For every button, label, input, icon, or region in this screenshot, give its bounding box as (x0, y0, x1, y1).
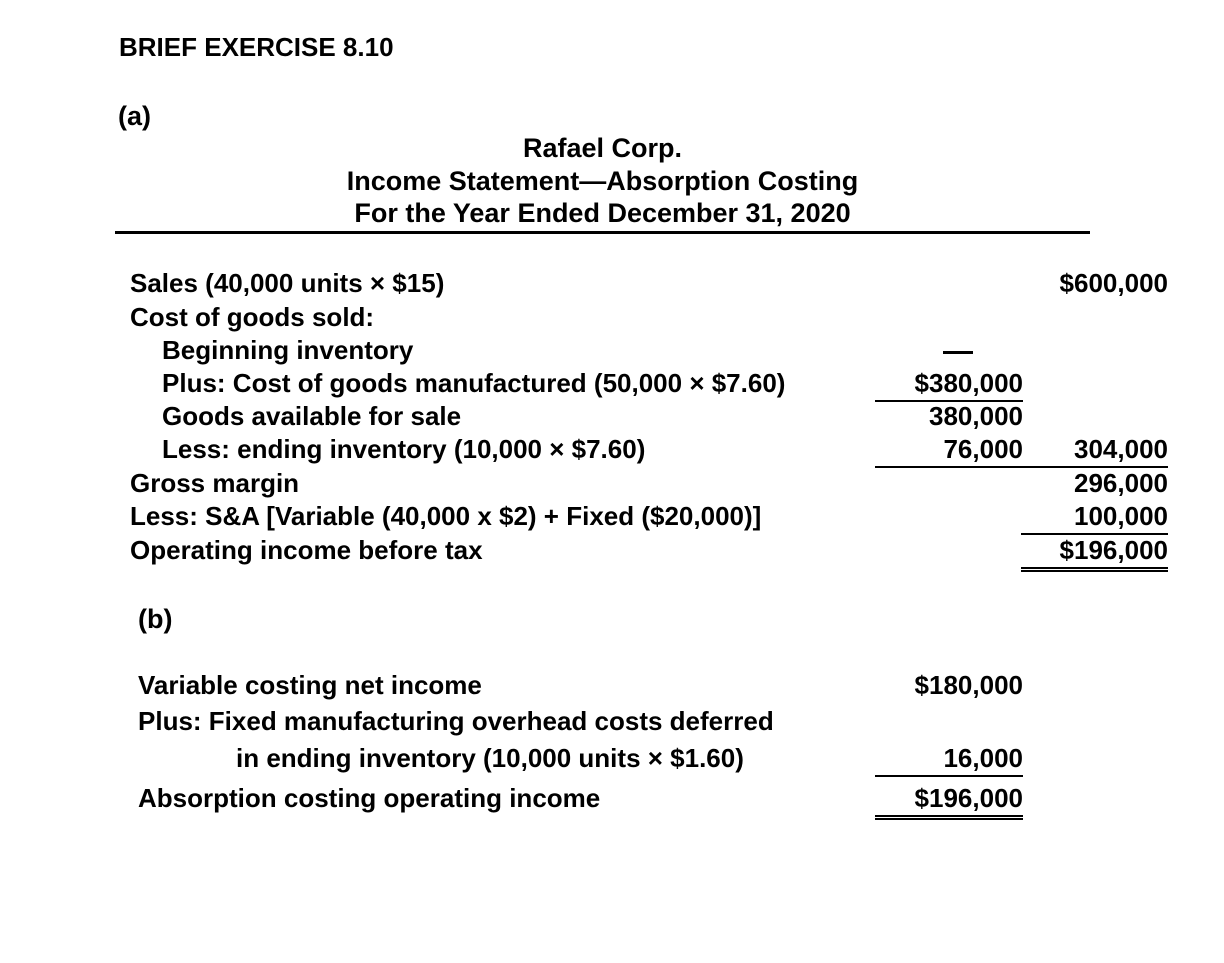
line-goods-available-label: Goods available for sale (162, 401, 462, 431)
part-a-label: (a) (118, 101, 151, 131)
b-ending-inventory-label: in ending inventory (10,000 units × $1.60) (236, 743, 744, 773)
line-gross-margin-label: Gross margin (130, 468, 300, 498)
line-cogs-label: Cost of goods sold: (130, 302, 375, 332)
line-cogm-value: $380,000 (875, 367, 1023, 402)
line-beginning-inventory-value (875, 334, 1023, 367)
b-variable-income-value: $180,000 (914, 670, 1023, 700)
b-fixed-overhead-label: Plus: Fixed manufacturing overhead costs deferred (138, 706, 774, 736)
line-sa-value: 100,000 (1021, 500, 1168, 535)
b-ending-inventory-value: 16,000 (875, 742, 1023, 777)
line-sa-label: Less: S&A [Variable (40,000 x $2) + Fixed ($20,000)] (130, 501, 762, 531)
line-sales-total: $600,000 (1059, 268, 1168, 298)
line-goods-available-value: 380,000 (929, 401, 1023, 431)
part-b-label: (b) (138, 604, 173, 634)
line-operating-income-value: $196,000 (1021, 534, 1168, 572)
line-operating-income-label: Operating income before tax (130, 535, 483, 565)
line-cogs-total: 304,000 (1021, 433, 1168, 468)
line-cogm-label: Plus: Cost of goods manufactured (50,000 × $7.60) (162, 368, 786, 398)
b-absorption-income-label: Absorption costing operating income (138, 783, 601, 813)
line-beginning-inventory-label: Beginning inventory (162, 335, 414, 365)
b-absorption-income-value: $196,000 (875, 782, 1023, 820)
line-ending-inventory-value: 76,000 (875, 433, 1023, 468)
line-ending-inventory-label: Less: ending inventory (10,000 × $7.60) (162, 434, 646, 464)
statement-period: For the Year Ended December 31, 2020 (354, 198, 851, 228)
header-rule (115, 231, 1090, 234)
line-sales-label: Sales (40,000 units × $15) (130, 268, 445, 298)
line-gross-margin-value: 296,000 (1074, 468, 1168, 498)
exercise-title: BRIEF EXERCISE 8.10 (119, 32, 394, 62)
company-name: Rafael Corp. (522, 133, 683, 163)
statement-title: Income Statement—Absorption Costing (346, 166, 859, 196)
dash-mark (943, 351, 973, 354)
b-variable-income-label: Variable costing net income (138, 670, 482, 700)
